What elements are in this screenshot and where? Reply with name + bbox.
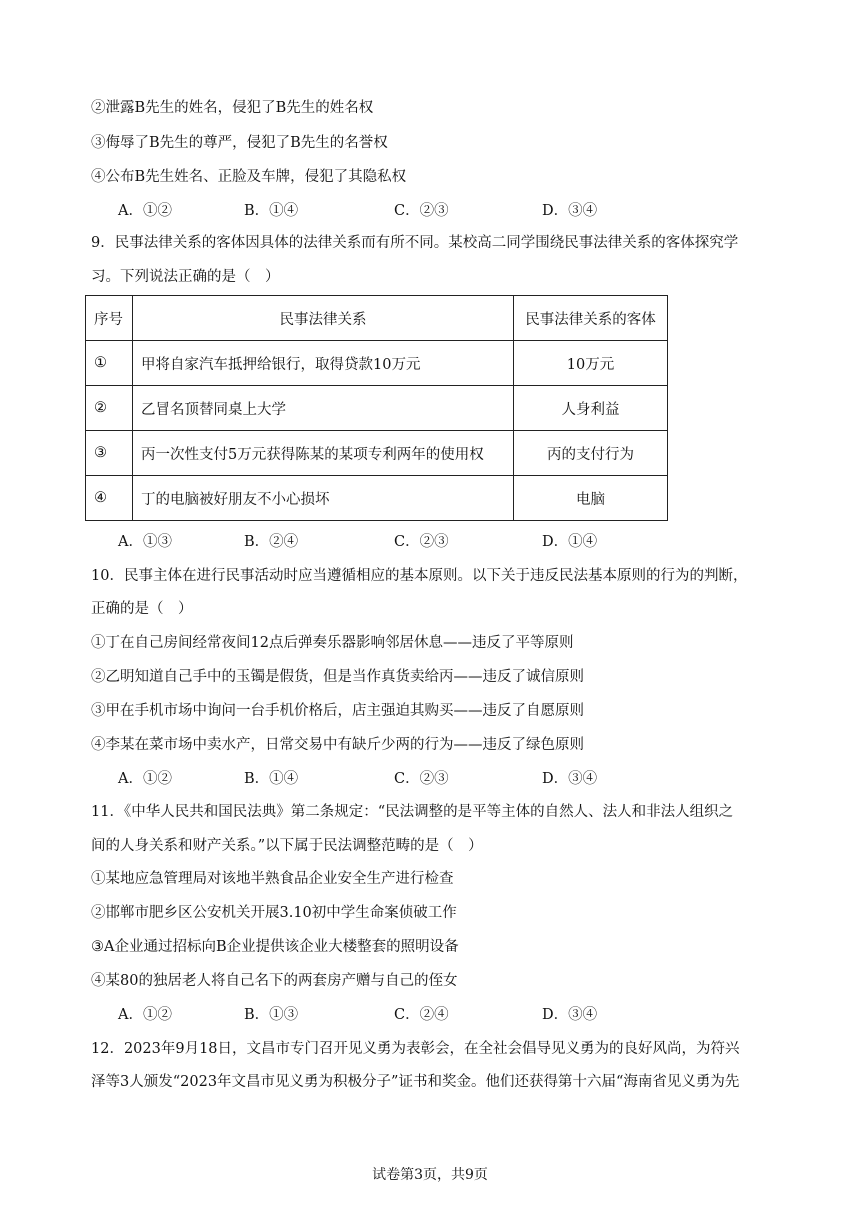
q9-stem-line1: 9．民事法律关系的客体因具体的法律关系而有所不同。某校高二同学围绕民事法律关系的客体探究学 (91, 235, 739, 251)
row-index: ① (86, 341, 133, 386)
table-row (86, 386, 668, 431)
table-row (86, 476, 668, 521)
row-index: ④ (86, 476, 133, 521)
q8-item-2: ②泄露B先生的姓名，侵犯了B先生的姓名权 (91, 100, 374, 116)
q11-item-1: ①某地应急管理局对该地半熟食品企业安全生产进行检查 (91, 871, 454, 887)
q11-stem-line1: 11．《中华人民共和国民法典》第二条规定：“民法调整的是平等主体的自然人、法人和非法人组织之 (91, 804, 734, 820)
q8-item-4: ④公布B先生姓名、正脸及车牌，侵犯了其隐私权 (91, 169, 407, 185)
option-b: B．①④ (244, 203, 299, 219)
option-a: A．①② (118, 203, 172, 219)
row-object: 10万元 (514, 341, 668, 386)
row-object: 丙的支付行为 (514, 431, 668, 476)
option-c: C．②③ (394, 771, 449, 787)
option-d: D．③④ (542, 1007, 598, 1023)
option-c: C．②③ (394, 534, 449, 550)
header-cell-object: 民事法律关系的客体 (514, 296, 668, 341)
option-a: A．①② (118, 771, 172, 787)
q11-item-4: ④某80的独居老人将自己名下的两套房产赠与自己的侄女 (91, 973, 458, 989)
header-cell-index: 序号 (86, 296, 133, 341)
q11-stem-line2: 间的人身关系和财产关系。”以下属于民法调整范畴的是（ ） (91, 838, 483, 854)
q10-item-1: ①丁在自己房间经常夜间12点后弹奏乐器影响邻居休息——违反了平等原则 (91, 635, 574, 651)
option-b: B．②④ (244, 534, 299, 550)
header-cell-relation: 民事法律关系 (133, 296, 514, 341)
q12-stem-line2: 泽等3人颁发“2023年文昌市见义勇为积极分子”证书和奖金。他们还获得第十六届“海南省见义勇为先 (91, 1074, 740, 1090)
option-b: B．①③ (244, 1007, 299, 1023)
option-d: D．①④ (542, 534, 598, 550)
option-c: C．②④ (394, 1007, 449, 1023)
row-object: 人身利益 (514, 386, 668, 431)
row-relation: 乙冒名顶替同桌上大学 (133, 386, 514, 431)
row-relation: 甲将自家汽车抵押给银行，取得贷款10万元 (133, 341, 514, 386)
table-header-row (86, 296, 668, 341)
q10-stem-line2: 正确的是（ ） (91, 601, 193, 617)
option-a: A．①② (118, 1007, 172, 1023)
q8-item-3: ③侮辱了B先生的尊严，侵犯了B先生的名誉权 (91, 135, 388, 151)
q10-item-2: ②乙明知道自己手中的玉镯是假货，但是当作真货卖给丙——违反了诚信原则 (91, 669, 584, 685)
q12-stem-line1: 12．2023年9月18日，文昌市专门召开见义勇为表彰会，在全社会倡导见义勇为的良好风尚，为符兴 (91, 1041, 740, 1057)
table-row (86, 341, 668, 386)
option-b: B．①④ (244, 771, 299, 787)
page-footer: 试卷第3页，共9页 (372, 1167, 488, 1183)
row-relation: 丙一次性支付5万元获得陈某的某项专利两年的使用权 (133, 431, 514, 476)
table-row (86, 431, 668, 476)
option-a: A．①③ (118, 534, 172, 550)
q10-stem-line1: 10．民事主体在进行民事活动时应当遵循相应的基本原则。以下关于违反民法基本原则的行为的判断， (91, 568, 748, 584)
option-d: D．③④ (542, 771, 598, 787)
q10-item-4: ④李某在菜市场中卖水产，日常交易中有缺斤少两的行为——违反了绿色原则 (91, 737, 584, 753)
row-relation: 丁的电脑被好朋友不小心损坏 (133, 476, 514, 521)
q9-stem-line2: 习。下列说法正确的是（ ） (91, 269, 280, 285)
q11-item-2: ②邯郸市肥乡区公安机关开展3.10初中学生命案侦破工作 (91, 905, 457, 921)
row-index: ② (86, 386, 133, 431)
row-object: 电脑 (514, 476, 668, 521)
q9-table (85, 295, 668, 521)
option-d: D．③④ (542, 203, 598, 219)
q11-item-3: ③A企业通过招标向B企业提供该企业大楼整套的照明设备 (91, 939, 459, 955)
row-index: ③ (86, 431, 133, 476)
q10-item-3: ③甲在手机市场中询问一台手机价格后，店主强迫其购买——违反了自愿原则 (91, 703, 584, 719)
option-c: C．②③ (394, 203, 449, 219)
